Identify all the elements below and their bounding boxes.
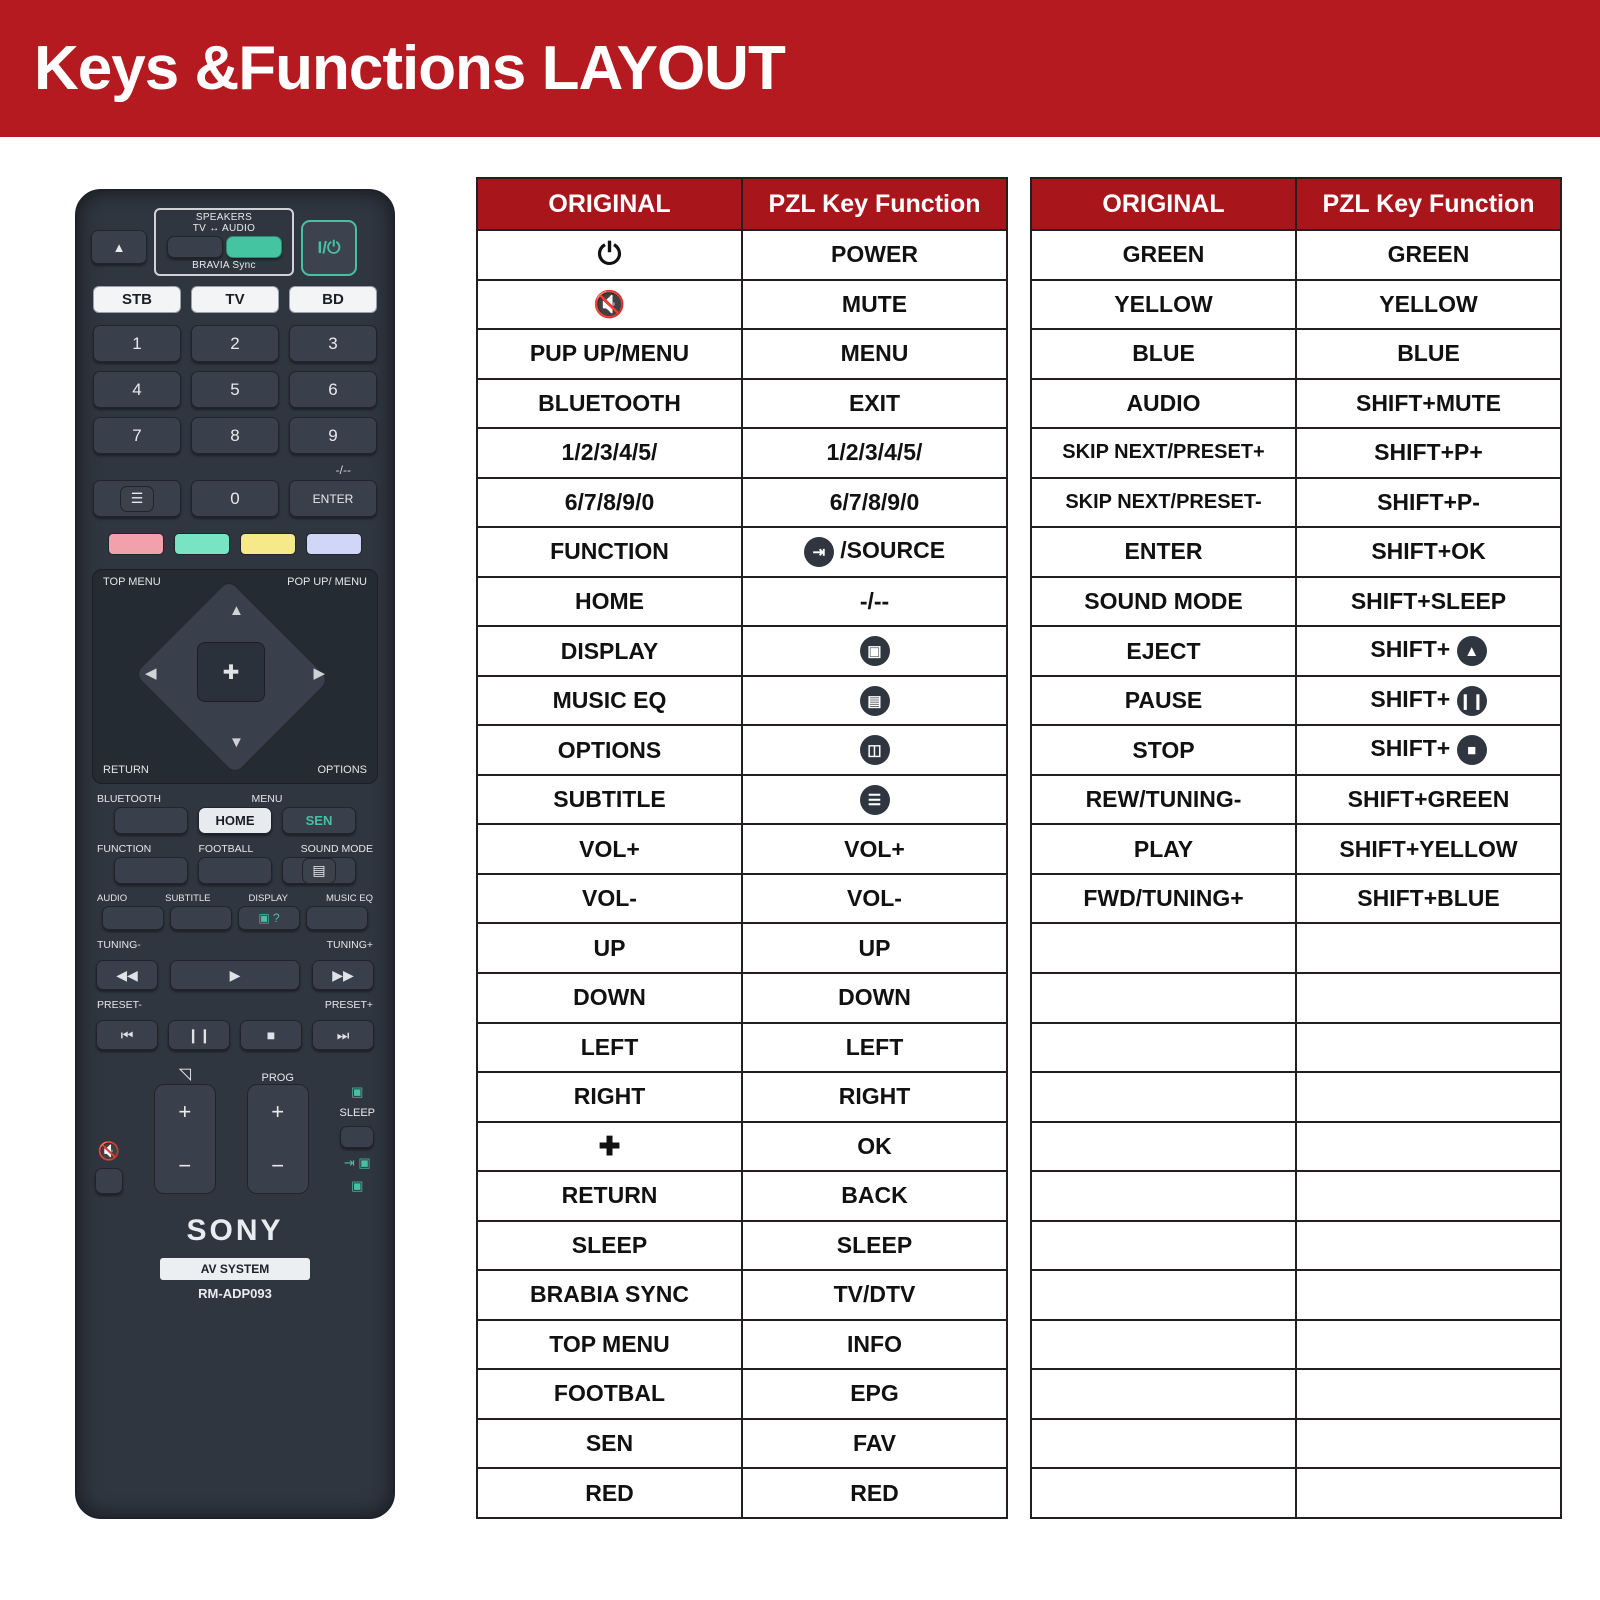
- table2-header-original: ORIGINAL: [1031, 178, 1296, 230]
- table-row: [477, 1171, 1007, 1221]
- cell-original: PUP UP/MENU: [477, 329, 742, 379]
- cell-pzl: [742, 676, 1007, 726]
- cell-pzl: [1296, 1221, 1561, 1271]
- music-eq-button[interactable]: [306, 906, 368, 930]
- stop-icon: ■: [1457, 735, 1487, 765]
- table2-header-pzl: PZL Key Function: [1296, 178, 1561, 230]
- table-row: [1031, 874, 1561, 924]
- table-row: [1031, 379, 1561, 429]
- table-header-row: [1031, 178, 1561, 230]
- table-row: [477, 577, 1007, 627]
- preset-plus-label: PRESET+: [324, 999, 373, 1011]
- options-label: OPTIONS: [317, 764, 367, 777]
- cell-pzl: [1296, 676, 1561, 726]
- cell-pzl: [1296, 1468, 1561, 1518]
- table-row: [1031, 1122, 1561, 1172]
- eject-icon: ▲: [1457, 636, 1487, 666]
- table-row: [1031, 478, 1561, 528]
- sony-logo: SONY: [186, 1214, 284, 1247]
- cell-pzl: EXIT: [742, 379, 1007, 429]
- preset-minus-label: PRESET-: [97, 999, 142, 1011]
- dpad-up-icon[interactable]: ▲: [229, 602, 244, 619]
- table-row: [1031, 230, 1561, 280]
- dpad-ok-button[interactable]: ✚: [197, 642, 265, 702]
- cell-original: [1031, 923, 1296, 973]
- table-row: [477, 973, 1007, 1023]
- cell-original: SUBTITLE: [477, 775, 742, 825]
- num-3-button[interactable]: 3: [289, 325, 377, 362]
- cell-pzl: BLUE: [1296, 329, 1561, 379]
- cell-original: 6/7/8/9/0: [477, 478, 742, 528]
- cell-pzl: [1296, 1072, 1561, 1122]
- cell-pzl-text: SHIFT+: [1370, 735, 1451, 762]
- page-title: Keys &Functions LAYOUT: [34, 34, 785, 103]
- cell-pzl: SHIFT+MUTE: [1296, 379, 1561, 429]
- sony-remote: [75, 189, 395, 1519]
- cell-pzl: INFO: [742, 1320, 1007, 1370]
- tuning-plus-label: TUNING+: [326, 939, 373, 951]
- green-color-button[interactable]: [174, 533, 230, 555]
- cell-original: SKIP NEXT/PRESET+: [1031, 428, 1296, 478]
- model-number: RM-ADP093: [198, 1286, 272, 1301]
- cell-original: STOP: [1031, 725, 1296, 775]
- mid-label-row-3: [89, 893, 381, 904]
- table-row: [1031, 676, 1561, 726]
- table-row: [477, 1419, 1007, 1469]
- cell-pzl: [742, 725, 1007, 775]
- table-row: [477, 824, 1007, 874]
- subtitle-small-button[interactable]: [170, 906, 232, 930]
- cell-pzl-text: SHIFT+: [1370, 636, 1451, 663]
- cell-pzl: SHIFT+YELLOW: [1296, 824, 1561, 874]
- cell-original: YELLOW: [1031, 280, 1296, 330]
- num-9-button[interactable]: 9: [289, 417, 377, 454]
- remote-illustration-wrap: [0, 177, 470, 1519]
- table-row: [1031, 428, 1561, 478]
- cell-pzl: [1296, 626, 1561, 676]
- cell-original: [477, 1122, 742, 1172]
- table-row: [1031, 577, 1561, 627]
- numpad-row: [89, 371, 381, 408]
- num-6-button[interactable]: 6: [289, 371, 377, 408]
- cell-pzl: [1296, 725, 1561, 775]
- cell-pzl: VOL-: [742, 874, 1007, 924]
- cell-pzl: [1296, 1171, 1561, 1221]
- table1-header-pzl: PZL Key Function: [742, 178, 1007, 230]
- sound-mode-button[interactable]: [282, 857, 356, 884]
- blue-color-button[interactable]: [306, 533, 362, 555]
- tuning-minus-label: TUNING-: [97, 939, 141, 951]
- cell-original: OPTIONS: [477, 725, 742, 775]
- mute-icon: 🔇: [593, 288, 626, 319]
- cell-pzl: 1/2/3/4/5/: [742, 428, 1007, 478]
- main-content: [0, 137, 1600, 1519]
- menu-label: MENU: [251, 793, 283, 805]
- table-row: [1031, 1023, 1561, 1073]
- cell-pzl: TV/DTV: [742, 1270, 1007, 1320]
- cell-pzl: -/--: [742, 577, 1007, 627]
- cell-pzl: [1296, 1320, 1561, 1370]
- stb-button[interactable]: STB: [93, 286, 181, 313]
- table-row: [1031, 1171, 1561, 1221]
- home-button[interactable]: HOME: [198, 807, 272, 834]
- cell-pzl: SLEEP: [742, 1221, 1007, 1271]
- prog-rocker[interactable]: [247, 1084, 309, 1194]
- cell-pzl: YELLOW: [1296, 280, 1561, 330]
- table-row: [477, 676, 1007, 726]
- sleep-group: [340, 1084, 375, 1194]
- cell-pzl: SHIFT+OK: [1296, 527, 1561, 577]
- cell-pzl: [1296, 1023, 1561, 1073]
- power-icon: ⏻: [597, 237, 622, 271]
- av-power-button[interactable]: [226, 236, 282, 258]
- music-eq-label: MUSIC EQ: [325, 893, 373, 904]
- dpad-right-icon[interactable]: ▶: [313, 665, 325, 682]
- tuning-label-row: [89, 939, 381, 951]
- prog-column: [247, 1072, 309, 1194]
- cell-pzl: RIGHT: [742, 1072, 1007, 1122]
- return-label: RETURN: [103, 764, 149, 777]
- cell-pzl: FAV: [742, 1419, 1007, 1469]
- football-button[interactable]: [198, 857, 272, 884]
- table-row: [477, 379, 1007, 429]
- cell-original: FWD/TUNING+: [1031, 874, 1296, 924]
- transport-row-2: [89, 1020, 381, 1050]
- cell-original: REW/TUNING-: [1031, 775, 1296, 825]
- source-button-row: [89, 286, 381, 313]
- cell-pzl: [742, 626, 1007, 676]
- cell-pzl: [1296, 1419, 1561, 1469]
- options-icon: ◫: [860, 735, 890, 765]
- cell-original: ENTER: [1031, 527, 1296, 577]
- table-row: [1031, 973, 1561, 1023]
- speakers-label: SPEAKERS: [195, 212, 253, 223]
- table-row: [477, 775, 1007, 825]
- preset-label-row: [89, 999, 381, 1011]
- cell-pzl: DOWN: [742, 973, 1007, 1023]
- cell-pzl: [1296, 923, 1561, 973]
- volume-rocker[interactable]: [154, 1084, 216, 1194]
- subtitle-label: SUBTITLE: [165, 893, 211, 904]
- table-row: [1031, 1419, 1561, 1469]
- stop-button[interactable]: ■: [240, 1020, 302, 1050]
- display-icon: ▣: [860, 636, 890, 666]
- info-icon: ▣: [351, 1178, 364, 1193]
- table-row: [477, 1221, 1007, 1271]
- volume-column: [154, 1064, 216, 1194]
- cell-pzl: VOL+: [742, 824, 1007, 874]
- table-row: [1031, 1072, 1561, 1122]
- cell-pzl: RED: [742, 1468, 1007, 1518]
- cell-pzl: BACK: [742, 1171, 1007, 1221]
- cell-original: BLUETOOTH: [477, 379, 742, 429]
- table-row: [1031, 923, 1561, 973]
- cell-pzl: [742, 775, 1007, 825]
- cell-pzl: MENU: [742, 329, 1007, 379]
- sound-mode-label: SOUND MODE: [300, 843, 373, 855]
- forward-button[interactable]: ▶▶: [312, 960, 374, 990]
- remote-top-row: [91, 208, 379, 276]
- mid-button-row-1: [89, 807, 381, 834]
- cell-original: PLAY: [1031, 824, 1296, 874]
- subtitle-icon: ☰: [860, 785, 890, 815]
- table-row: [477, 874, 1007, 924]
- bluetooth-button[interactable]: [114, 807, 188, 834]
- table-row: [477, 1369, 1007, 1419]
- table-row: [1031, 1221, 1561, 1271]
- tv-audio-label: TV ↔ AUDIO: [192, 223, 256, 234]
- cell-original: HOME: [477, 577, 742, 627]
- table-row: [1031, 329, 1561, 379]
- bravia-button-row: [159, 236, 289, 258]
- cell-original: [1031, 1023, 1296, 1073]
- subtitle-button[interactable]: [93, 480, 181, 517]
- mid-label-row-2: [89, 843, 381, 855]
- table-row: [477, 626, 1007, 676]
- audio-button[interactable]: [102, 906, 164, 930]
- cell-original: [477, 230, 742, 280]
- speakers-button[interactable]: [167, 236, 223, 258]
- function-button[interactable]: [114, 857, 188, 884]
- subtitle-icon: ☰: [120, 486, 154, 512]
- red-color-button[interactable]: [108, 533, 164, 555]
- sleep-button[interactable]: [340, 1126, 374, 1148]
- number-pad: [89, 325, 381, 517]
- cell-pzl: LEFT: [742, 1023, 1007, 1073]
- ok-icon: ✚: [598, 1130, 621, 1161]
- cell-original: EJECT: [1031, 626, 1296, 676]
- source-icon: ⇥: [804, 537, 834, 567]
- volume-down-label[interactable]: −: [178, 1153, 192, 1178]
- cell-original: GREEN: [1031, 230, 1296, 280]
- audio-label: AUDIO: [97, 893, 128, 904]
- table-row: [1031, 1369, 1561, 1419]
- cell-original: [1031, 1171, 1296, 1221]
- bravia-sync-label: BRAVIA Sync: [192, 260, 256, 271]
- table-row: [477, 923, 1007, 973]
- dpad-left-icon[interactable]: ◀: [145, 665, 157, 682]
- football-label: FOOTBALL: [198, 843, 254, 855]
- cell-original: AUDIO: [1031, 379, 1296, 429]
- minus-slash-label: -/--: [335, 463, 351, 477]
- function-label: FUNCTION: [97, 843, 152, 855]
- table-row: [1031, 725, 1561, 775]
- cell-original: BLUE: [1031, 329, 1296, 379]
- power-button[interactable]: I/⏻: [301, 220, 357, 276]
- page-header: [0, 0, 1600, 137]
- display-label: DISPLAY: [248, 893, 288, 904]
- table-row: [1031, 280, 1561, 330]
- cell-original: 1/2/3/4/5/: [477, 428, 742, 478]
- yellow-color-button[interactable]: [240, 533, 296, 555]
- skip-prev-button[interactable]: ⏮: [96, 1020, 158, 1050]
- table-header-row: [477, 178, 1007, 230]
- cell-pzl: UP: [742, 923, 1007, 973]
- cell-pzl: SHIFT+P-: [1296, 478, 1561, 528]
- cell-pzl-text: SHIFT+: [1370, 685, 1451, 712]
- cell-original: MUSIC EQ: [477, 676, 742, 726]
- play-button[interactable]: ▶: [170, 960, 300, 990]
- cell-original: SLEEP: [477, 1221, 742, 1271]
- cell-original: [1031, 1320, 1296, 1370]
- table-row: [1031, 1320, 1561, 1370]
- mid-label-row-1: [89, 793, 381, 805]
- cell-original: [1031, 1369, 1296, 1419]
- table1-header-original: ORIGINAL: [477, 178, 742, 230]
- table-row: [477, 1320, 1007, 1370]
- table-row: [477, 1072, 1007, 1122]
- table-row: [477, 725, 1007, 775]
- mute-group: [95, 1141, 123, 1194]
- table-row: [477, 280, 1007, 330]
- table-row: [477, 1122, 1007, 1172]
- num-8-button[interactable]: 8: [191, 417, 279, 454]
- cell-original: [1031, 1072, 1296, 1122]
- cell-pzl: [1296, 973, 1561, 1023]
- numpad-row: [89, 325, 381, 362]
- volume-up-label[interactable]: +: [178, 1099, 192, 1124]
- tv-button[interactable]: TV: [191, 286, 279, 313]
- skip-next-button[interactable]: ⏭: [312, 1020, 374, 1050]
- transport-row-1: [89, 960, 381, 990]
- key-function-tables: [470, 177, 1562, 1519]
- top-menu-icon: ▣: [351, 1084, 364, 1099]
- cell-original: SOUND MODE: [1031, 577, 1296, 627]
- cell-pzl-text: /SOURCE: [840, 537, 946, 564]
- bluetooth-label: BLUETOOTH: [97, 793, 161, 805]
- volume-label: ◹: [178, 1066, 191, 1083]
- num-1-button[interactable]: 1: [93, 325, 181, 362]
- table-row: [477, 329, 1007, 379]
- cell-pzl: SHIFT+SLEEP: [1296, 577, 1561, 627]
- table-row: [1031, 626, 1561, 676]
- eject-button[interactable]: ▲: [91, 230, 147, 264]
- cell-original: RETURN: [477, 1171, 742, 1221]
- cell-original: DOWN: [477, 973, 742, 1023]
- cell-original: [1031, 1419, 1296, 1469]
- sound-mode-icon: ▤: [302, 858, 336, 884]
- music-eq-icon: ▤: [860, 686, 890, 716]
- table-row: [477, 428, 1007, 478]
- table-row: [1031, 824, 1561, 874]
- pause-button[interactable]: ❙❙: [168, 1020, 230, 1050]
- cell-original: VOL-: [477, 874, 742, 924]
- cell-original: [1031, 1270, 1296, 1320]
- enter-button[interactable]: ENTER: [289, 480, 377, 517]
- cell-original: SEN: [477, 1419, 742, 1469]
- cell-pzl: SHIFT+P+: [1296, 428, 1561, 478]
- bd-button[interactable]: BD: [289, 286, 377, 313]
- bravia-sync-group: [154, 208, 294, 276]
- table-row: [477, 1270, 1007, 1320]
- cell-original: [1031, 973, 1296, 1023]
- numpad-row: [89, 417, 381, 454]
- sen-button[interactable]: SEN: [282, 807, 356, 834]
- cell-pzl: POWER: [742, 230, 1007, 280]
- mid-button-row-3: [89, 906, 381, 930]
- av-system-badge: AV SYSTEM: [160, 1258, 310, 1280]
- table-row: [1031, 775, 1561, 825]
- popup-menu-label: POP UP/ MENU: [287, 576, 367, 588]
- cell-pzl: SHIFT+BLUE: [1296, 874, 1561, 924]
- cell-pzl: [1296, 1122, 1561, 1172]
- num-0-button[interactable]: 0: [191, 480, 279, 517]
- rewind-button[interactable]: ◀◀: [96, 960, 158, 990]
- cell-pzl: 6/7/8/9/0: [742, 478, 1007, 528]
- cell-pzl: MUTE: [742, 280, 1007, 330]
- cell-pzl: SHIFT+GREEN: [1296, 775, 1561, 825]
- cell-pzl: EPG: [742, 1369, 1007, 1419]
- cell-original: TOP MENU: [477, 1320, 742, 1370]
- cell-original: VOL+: [477, 824, 742, 874]
- cell-original: RIGHT: [477, 1072, 742, 1122]
- table-row: [477, 527, 1007, 577]
- mid-button-row-2: [89, 857, 381, 884]
- dpad-area: [92, 569, 378, 784]
- cell-original: LEFT: [477, 1023, 742, 1073]
- table-row: [477, 1023, 1007, 1073]
- table-row: [1031, 1468, 1561, 1518]
- cell-original: SKIP NEXT/PRESET-: [1031, 478, 1296, 528]
- display-button[interactable]: ▣ ?: [238, 906, 300, 930]
- table-row: [477, 1468, 1007, 1518]
- numpad-row: [89, 480, 381, 517]
- cell-pzl: GREEN: [1296, 230, 1561, 280]
- cell-original: UP: [477, 923, 742, 973]
- cell-original: [477, 280, 742, 330]
- cell-pzl: [1296, 1270, 1561, 1320]
- prog-up-label[interactable]: +: [271, 1099, 285, 1124]
- mute-icon: 🔇: [97, 1141, 121, 1161]
- cell-pzl: [1296, 1369, 1561, 1419]
- cell-original: [1031, 1122, 1296, 1172]
- volume-prog-area: [89, 1050, 381, 1194]
- dpad-down-icon[interactable]: ▼: [229, 734, 244, 751]
- top-menu-label: TOP MENU: [103, 576, 161, 588]
- table-row: [477, 478, 1007, 528]
- source-icon: ⇥ ▣: [343, 1155, 371, 1170]
- num-5-button[interactable]: 5: [191, 371, 279, 408]
- cell-pzl: OK: [742, 1122, 1007, 1172]
- key-function-table-2: [1030, 177, 1562, 1519]
- cell-original: [1031, 1468, 1296, 1518]
- num-2-button[interactable]: 2: [191, 325, 279, 362]
- cell-original: FUNCTION: [477, 527, 742, 577]
- table-row: [1031, 1270, 1561, 1320]
- pause-icon: ❙❙: [1457, 686, 1487, 716]
- sleep-label: SLEEP: [339, 1107, 375, 1119]
- num-4-button[interactable]: 4: [93, 371, 181, 408]
- cell-original: [1031, 1221, 1296, 1271]
- table-row: [1031, 527, 1561, 577]
- cell-original: DISPLAY: [477, 626, 742, 676]
- cell-original: FOOTBAL: [477, 1369, 742, 1419]
- cell-original: RED: [477, 1468, 742, 1518]
- key-function-table-1: [476, 177, 1008, 1519]
- mute-button[interactable]: [95, 1168, 123, 1194]
- prog-down-label[interactable]: −: [271, 1153, 285, 1178]
- cell-pzl: [742, 527, 1007, 577]
- cell-original: PAUSE: [1031, 676, 1296, 726]
- color-button-row: [89, 533, 381, 555]
- prog-label: PROG: [261, 1072, 294, 1084]
- table-row: [477, 230, 1007, 280]
- num-7-button[interactable]: 7: [93, 417, 181, 454]
- cell-original: BRABIA SYNC: [477, 1270, 742, 1320]
